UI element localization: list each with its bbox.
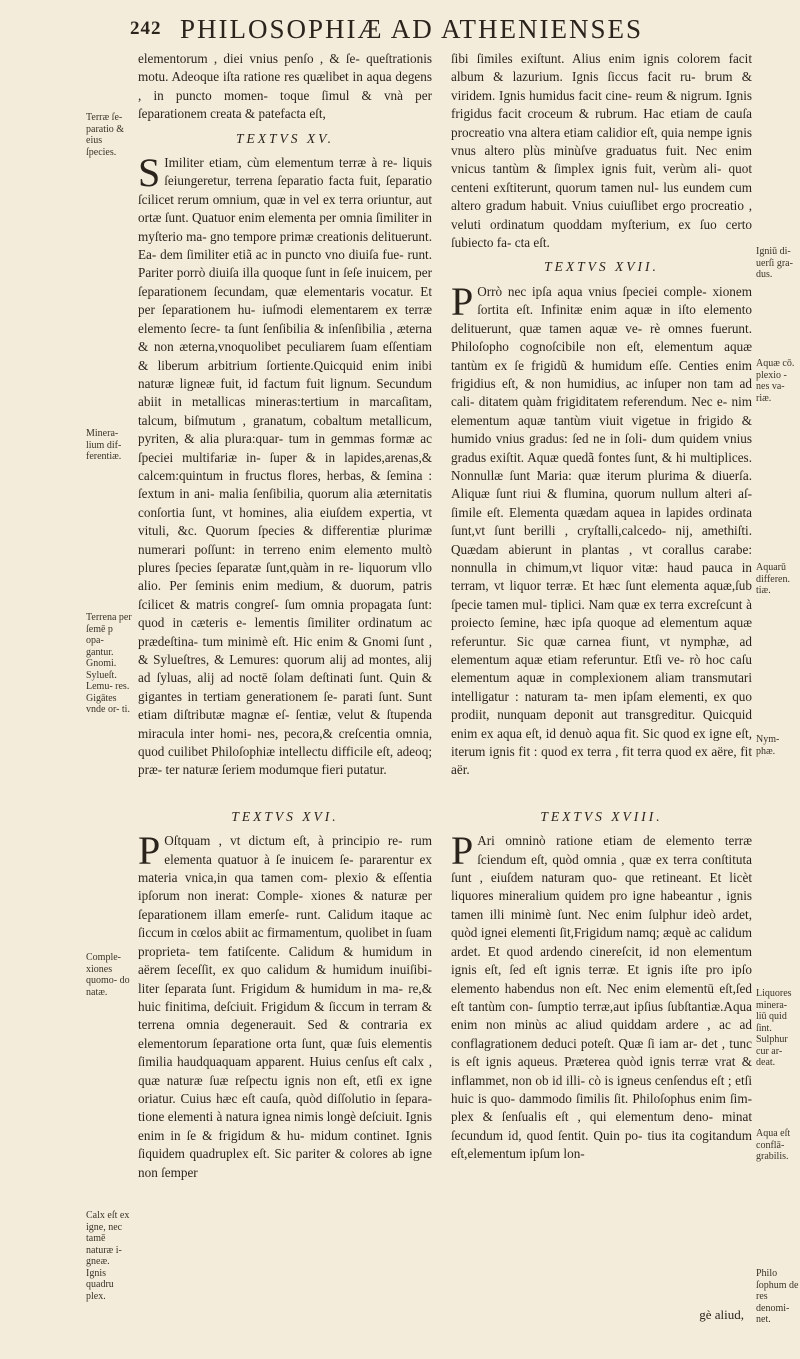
margin-note-right: Aquarū differen. tiæ. bbox=[756, 562, 790, 596]
running-head: PHILOSOPHIÆ AD ATHENIENSES bbox=[180, 14, 644, 44]
section-xv-paragraph bbox=[138, 150, 432, 780]
right-column bbox=[451, 50, 752, 1164]
margin-note-left: Minera- lium dif- ferentiæ. bbox=[86, 428, 122, 462]
section-heading-xv: TEXTVS XV. bbox=[235, 130, 334, 146]
margin-note-left: Terræ ſe- paratio & eius ſpecies. bbox=[86, 112, 125, 158]
section-xvii-text: Orrò nec ipſa aqua vnius ſpeciei comple- xionem ſortita eſt. Infinitæ enim aquæ in iſto elemento delituerunt, quæ tamen aquæ ve- rè omnes fuerunt. Philoſopho cognoſcibile non eſt, elementum aquæ tantùm ex ſe frigidũ & humidum eſſe. Centies enim frigidius eſt, & non humidius, ac inſuper non tam ad cali- ditatem quàm frigiditatem referendum. Nec e- nim elementum aquæ tantùm viuit vigetue in frigido & humido vnius gradus: ſed ne in ſoli- dum quidem vnius gradus exiſtit. Aquæ quedã fontes ſunt, & hi multiplices. Nonnullæ ſunt Maria: quæ iterum plurima & diuerſa. Aliquæ ſunt riui & flumina, quorum nullum alteri aſ- ſimile eſt. Elementa quædam aquea in lapides ordinata ſunt,vt ſunt berilli , cryſtalli,calcedo- nij, amethiſti. Quædam abierunt in plantas , vt corallus carabe: nonnulla in chimum,vt liquor vitæ: haud pauca in terram, vt liquor terræ. Et hæc ſunt elementa aquæ,ſub ſpecie tamen mul- tiplici. Nam quæ ex terra excreſcunt à proiecto ſemine, hæc ipſa quoque ad elementum aquæ referuntur. Sic quæ carnea fiunt, vt nymphæ, ad elementum aquæ etiam referuntur. Etſi ve- rò hoc caſu elementum aquæ in complexionem aliam transmutari intelligatur : naturam ta- men ipſam elementi, ex quo prodiit, nunquam deponit aut transgreditur. Quicquid enim ex aqua eſt, id denuò aqua fit. Sic quod ex igne eſt, iterum ignis fit : quod ex terra , fit terra quod ex aëre, fit aër. bbox=[451, 283, 752, 778]
margin-note-right: Aquæ cō. plexio - nes va- riæ. bbox=[756, 358, 795, 404]
catchword: gè aliud, bbox=[699, 1307, 744, 1322]
dropcap-xv: S bbox=[138, 150, 161, 196]
section-xv-text: Imiliter etiam, cùm elementum terræ à re- liquis ſeiungeretur, terrena ſeparatio facta fuit, ſeparatio ſcilicet rerum omnium, quæ in vel ex terra oriuntur, aut ortæ ſunt. Quatuor enim elementa per omnia ſimiliter in myſterio ma- gno tempore primæ creationis delituerunt. Ea- dem ſimiliter etiã ac in puncto vno diuiſa fue- runt. Pariter porrò diuiſa illa quoque ſunt in ſeſe inuicem, per ſeparationem ſecundam, quæ elementaris vocatur. Et per ſeparationem hu- iuſmodi elementarem ex terræ elemento ſecre- ta ſunt ſenſibilia & inſenſibilia , æterna & non æterna,vnoquolibet peculiarem ſuam eſſentiam & liberum arbitrium ſortiente.Quicquid enim inibi naturæ ligneæ fuit, id factum fuit lignum. Secundum abiit in metallicas mineras:tertium in marcaſitam, talcum, biſmutum , granatum, cobaltum metallicum, pyriten, & alia plura:quar- tum in gemmas formæ ac ſpeciei multifariæ in- ſuper & in lapides,arenas,& calcem:quintum in fructus flores, herbas, & ſemina : ſextum in ani- malia ſenſibilia, quorum alia æternitatis conſortia ſunt, vt homines, alia eiuſdem expertia, vt vituli, &c. Quorum ſpecies & differentiæ plurimæ numerari poſſunt: in terreno enim elemento multò plures ſpecies ſeparatæ ſunt,quàm in re- liquorum vllo alio. Per ſeminis enim medium, & duorum, patris ſcilicet & matris congreſ- ſum omnia propagata ſunt: quod in cæteris e- lementis ſimiliter ordinatum ac prædeſtina- tum minimè eſt. Hic enim & Gnomi ſunt , & Sylueſtres, & Lemures: quorum alij ad montes, alij ad ſyluas, alij ad noctē ſolam deſtinati ſunt. Quin & gigantes in tertiam generationem ſe- parati ſunt. Sunt etiam diſtributæ magnæ eſ- ſentiæ, velut & ſtupenda miracula inter homi- nes, pecora,& creſcentia omnia, quod cuilibet Philoſophiæ intellectu difficile eſt, adeoq; præ- ter naturæ ſeriem modumque fieri putatur. bbox=[138, 155, 432, 778]
dropcap-xvii: P bbox=[451, 278, 474, 324]
section-xviii-paragraph bbox=[451, 828, 752, 1163]
section-xvii-paragraph bbox=[451, 278, 752, 780]
margin-note-right: Igniū di- uerſi gra- dus. bbox=[756, 246, 793, 280]
page-header bbox=[0, 14, 800, 54]
section-heading-xvii: TEXTVS XVII. bbox=[544, 259, 659, 275]
margin-note-right: Aqua eſt conflā- grabilis. bbox=[756, 1128, 791, 1162]
dropcap-xviii: P bbox=[451, 828, 474, 874]
left-column bbox=[138, 50, 432, 1182]
margin-note-right: Philo ſophum de res denomi- net. bbox=[756, 1268, 799, 1325]
margin-note-left: Calx eſt ex igne, nec tamē naturæ i- gneæ. Ignis quadru plex. bbox=[86, 1210, 130, 1302]
section-xvi-paragraph bbox=[138, 828, 432, 1182]
section-xviii-text: Ari omninò ratione etiam de elemento terræ ſciendum eſt, quòd omnia , quæ ex terra conſtituta ſunt , eiuſdem naturam quo- que retineant. Et licèt liquores mineralium quidem pro igne habeantur , ignis tamen illi minimè ſunt. Nec enim ſulphur ideò ardet, quòd ignei elementi ſit,Frigidum namq; æquè ac calidum ardet. Et quod ardendo cinereſcit, id non elementum ignis eſt, ſed eſt ignis terræ. Et ignis iſte pro ipſo elemento habendus non eſt. Nec enim elementū eſt,ſed eſt tantùm con- ſumptio terræ,aut ipſius ſubſtantiæ.Aqua enim non minùs ac aliud quiddam ardere , ac ad conflagrationem deduci poteſt. Quæ ſi iam ar- det , tunc is eſt ignis aqueus. Præterea quòd ignis terræ vrat & inflammet, non ob id illi- cò is igneus cenſendus eſt ; etſi huic is quo- dammodo ſimilis ſit. Philoſophus enim ſim- plex & ſenſualis eſt , qui elementum deno- minat ſecundum id, quod ſentit. Quin po- tius ita cogitandum eſt,elementum ipſum lon- bbox=[451, 833, 752, 1162]
page-number: 242 bbox=[130, 18, 162, 39]
section-heading-xviii: TEXTVS XVIII. bbox=[540, 808, 663, 824]
margin-note-left: Terrena per ſemē p opa- gantur. Gnomi. Sylueſt. Lemu- res. Gigātes vnde or- ti. bbox=[86, 612, 132, 715]
margin-note-left: Comple- xiones quomo- do natæ. bbox=[86, 952, 130, 998]
margin-note-right: Liquores minera- liū quid ſint. Sulphur cur ar- deat. bbox=[756, 988, 792, 1068]
left-intro-paragraph: elementorum , diei vnius penſo , & ſe- queſtrationis motu. Adeoque iſta ratione res quælibet in aqua degens , in puncto momen- toque ſimul & vnà per ſeparationem creata & patefacta eſt, bbox=[138, 51, 432, 122]
margin-note-right: Nym- phæ. bbox=[756, 734, 780, 757]
section-heading-xvi: TEXTVS XVI. bbox=[231, 808, 339, 824]
section-xvi-text: Oſtquam , vt dictum eſt, à principio re- rum elementa quatuor à ſe inuicem ſe- pararentur ex materia vnica,in qua tamen com- plexio & eſſentia ipſorum non inerat: Comple- xiones & naturæ per ſeparationem illam emerſe- runt. Calidum itaque ac ſiccum in cœlos abiit ac firmamentum, quolibet in ſuam proprieta- tem fatiſcente. Calidum & humidum in aërem ſeceſſit, ex quo calidum & humidum inuiſibi- liter ſeparata ſunt. Frigidum & humidum in ma- re,& huic finitima, deſciuit. Frigidum & ſiccum in terram & terrena omnia degenerauit. Sed & contraria ex elementorum ſeparatione orta ſunt, quæ ſuis elementis ſimilia haudquaquam apparent. Huius cenſus eſt calx , quæ naturæ ſuæ reſpectu ignis non eſt, etſi ex igne oriatur. Cuius hæc eſt cauſa, quòd diſſolutio in ſepara- tione elementi à natura ignea nimis longè deſciuit. Ignis enim in ſe & frigidum & hu- midum continet. Ignis ſiquidem quadruplex eſt. Sic pariter & colores ab igne non ſemper bbox=[138, 833, 432, 1180]
right-intro-paragraph: ſibi ſimiles exiſtunt. Alius enim ignis colorem facit album & lazurium. Ignis ſiccus facit ru- brum & viridem. Ignis humidus facit cine- reum & nigrum. Ignis frigidus facit croceum & rubrum. Hac etiam de cauſa procreatio vna altera etiam calidior eſt, quia nempe ignis vnus altero plùs minùſve graduatus fuit. Nec enim vnicus tantùm & ſimplex ignis fuit, verùm ali- quot centeni exſtiterunt, quorum tamen nul- lus eundem cum altero gradum habuit. Vnius cuiuſlibet ergo procreatio , veluti ordinatum quoddam myſterium, ex ſuo certo ſubiecto fa- cta eſt. bbox=[451, 51, 752, 251]
dropcap-xvi: P bbox=[138, 828, 161, 874]
